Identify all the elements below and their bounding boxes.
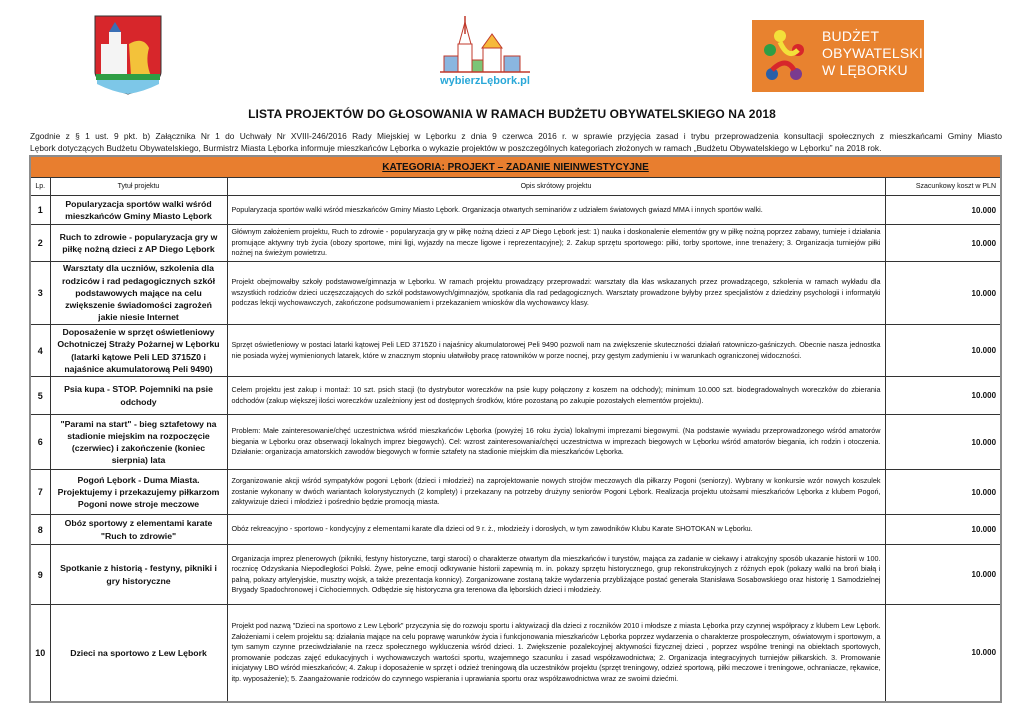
intro-line: Lębork dotyczących Budżetu Obywatelskiego, Burmistrz Miasta Lęborka informuje mieszkańców Lęborka o wykazie projektów w poszczególnych kategoriach złożonych w ramach „Budżetu Obywatelskiego w Lęborku” na 2018 rok. [30,143,882,153]
project-description: Organizacja imprez plenerowych (pikniki, festyny historyczne, targi staroci) o charakterze otwartym dla mieszkańców i turystów, mająca za zadanie w ciekawy i atrakcyjny sposób ukazanie historii w 100. rocznicę Odzyskania Niepodległości Polski. Żywe, pełne emocji odkrywanie historii zapewnią m. in. pokazy sprzętu historycznego, grup rekonstrukcyjnych z różnych epok (pokazy walki na broń białą i palną, pokazy artyleryjskie, musztry wojsk, a także prezentacja konnicy). Zorganizowane zostaną także wydarzenia przybliżające postać generała Stanisława Sosabowskiego oraz historię 1 Samodzielnej Brygady Spadochronowej i Cichociemnych. Odbędzie się historyczna gra terenowa dla lęborskich dzieci i młodzieży. [227,545,885,605]
project-title: Popularyzacja sportów walki wśród mieszkańców Gminy Miasto Lębork [50,196,227,225]
table-row [30,262,1001,325]
project-description: Popularyzacja sportów walki wśród mieszkańców Gminy Miasto Lębork. Organizacja otwartych seminariów z udziałem światowych gwiazd MMA i innych sportów walki. [227,196,885,225]
project-cost: 10.000 [885,545,1001,605]
project-description: Celem projektu jest zakup i montaż: 10 szt. psich stacji (to dystrybutor woreczków na psie kupy połączony z koszem na odchody); minimum 10.000 szt. biodegradowalnych woreczków do zbierania odchodów (zakup większej ilości woreczków uzależniony jest od dostępnych środków, które pozostaną po zakupie pozostałych elementów projektu). [227,377,885,415]
table-row [30,605,1001,702]
project-description: Projekt obejmowałby szkoły podstawowe/gimnazja w Lęborku. W ramach projektu prowadzący przeprowadzi: warsztaty dla klas wskazanych przez prowadzącego, szkolenia w ramach wykładu dla wszystkich rodziców dzieci uczęszczających do szkół podstawowych/gimnazjów, spotkania dla rad pedagogicznych. Warsztaty prowadzone byłyby przez specjalistów z dziedziny psychologii i informatyki podczas lekcji wychowawczych, zakończone podsumowaniem i przekazaniem wniosków dla wychowawcy klasy. [227,262,885,325]
project-description: Problem: Małe zainteresowanie/chęć uczestnictwa wśród mieszkańców Lęborka (powyżej 16 roku życia) lokalnymi imprezami biegowymi. (Na podstawie wywiadu przeprowadzonego wśród amatorów biegania w Lęborku oraz obserwacji lokalnych imprez biegowych). Cel: wzrost zainteresowania/chęci uczestnictwa w imprezach biegowych w Lęborku wśród amatorów biegania, ich rodzin i otoczenia. Działanie: organizacja amatorskich zawodów biegowych w formie sztafety na stadionie miejskim dla mieszkańców Lęborka. [227,415,885,470]
project-title: Obóz sportowy z elementami karate "Ruch to zdrowie" [50,515,227,545]
column-header-description: Opis skrótowy projektu [227,178,885,196]
table-row [30,225,1001,262]
project-title: Dzieci na sportowo z Lew Lębork [50,605,227,702]
table-row [30,545,1001,605]
project-description: Zorganizowanie akcji wśród sympatyków pogoni Lębork (dzieci i młodzież) na zaprojektowanie nowych strojów meczowych dla piłkarzy Pogoni (seniorzy). Wybrany w konkursie wzór nowych koszulek zostanie wykonany w dwóch wariantach kolorystycznych (2 komplety) i przekazany na potrzeby drużyny seniorów Pogoni Lębork. Realizacja projektu utożsami mieszkańców Lęborka z klubem Pogoń, zaktywizuje dzieci i młodzież i pośrednio będzie promocją miasta. [227,470,885,515]
project-number: 10 [30,605,50,702]
column-header-title: Tytuł projektu [50,178,227,196]
project-description: Obóz rekreacyjno - sportowo - kondycyjny z elementami karate dla dzieci od 9 r. ż., młodzieży i dorosłych, w tym zawodników Klubu Karate SHOTOKAN w Lęborku. [227,515,885,545]
page-title: LISTA PROJEKTÓW DO GŁOSOWANIA W RAMACH BUDŻETU OBYWATELSKIEGO NA 2018 [248,107,776,121]
project-number: 1 [30,196,50,225]
projects-table [29,155,1002,703]
project-title: Pogoń Lębork - Duma Miasta. Projektujemy i przekazujemy piłkarzom Pogoni nowe stroje meczowe [50,470,227,515]
table-row [30,377,1001,415]
project-cost: 10.000 [885,605,1001,702]
project-number: 8 [30,515,50,545]
intro-paragraph [30,130,1002,154]
table-row [30,325,1001,377]
category-header: KATEGORIA: PROJEKT – ZADANIE NIEINWESTYCYJNE [30,156,1001,178]
budzet-logo-line: W LĘBORKU [822,62,908,78]
project-cost: 10.000 [885,515,1001,545]
coat-of-arms-logo [93,14,163,96]
project-description: Sprzęt oświetleniowy w postaci latarki kątowej Peli LED 3715Z0 i najaśnicy akumulatorowej Peli 9490 pozwoli nam na zwiększenie skuteczności działań ratowniczo-gaśniczych. Obecnie nasza jednostka nie posiada wyżej wymienionych latarek, które w znacznym stopniu ułatwiłoby pracę ratowników w porze nocnej, przy gęstym zadymieniu i w warunkach ograniczonej widoczności. [227,325,885,377]
project-number: 2 [30,225,50,262]
project-cost: 10.000 [885,470,1001,515]
intro-line: Zgodnie z § 1 ust. 9 pkt. b) Załącznika Nr 1 do Uchwały Nr XVIII-246/2016 Rady Miejskiej w Lęborku z dnia 9 czerwca 2016 r. w sprawie przyjęcia zasad i trybu przeprowadzenia konsultacji społecznych z mieszkańcami Gminy Miasto [30,131,1002,141]
budzet-obywatelski-logo [752,20,924,92]
project-cost: 10.000 [885,196,1001,225]
project-title: Psia kupa - STOP. Pojemniki na psie odchody [50,377,227,415]
wybierz-lebork-logo [420,14,550,86]
project-number: 9 [30,545,50,605]
table-row [30,515,1001,545]
project-title: "Parami na start" - bieg sztafetowy na stadionie miejskim na rozpoczęcie (czerwiec) i zakończenie (koniec sierpnia) lata [50,415,227,470]
project-cost: 10.000 [885,262,1001,325]
project-title: Spotkanie z historią - festyny, pikniki i gry historyczne [50,545,227,605]
project-number: 7 [30,470,50,515]
budzet-logo-line: BUDŻET [822,28,880,44]
budzet-logo-line: OBYWATELSKI [822,45,923,61]
project-description: Projekt pod nazwą "Dzieci na sportowo z Lew Lębork" przyczynia się do rozwoju sportu i aktywizacji dla dzieci z roczników 2010 i młodsze z miasta Lęborka przy czynnej współpracy z klubem Lew Lębork. Założeniami i celem projektu są: działania mające na celu poprawę warunków życia i funkcjonowania mieszkańców Lęborka poprzez wydarzenia o charakterze prospołecznym, oświatowym i sportowym, a tym samym czynne przeciwdziałanie na rzecz społecznego wykluczenia wśród dzieci. 1. Zwiększenie pozalekcyjnej aktywności fizycznej dzieci , poprzez wspólne treningi na obiektach sportowych, promowanie podczas zajęć edukacyjnych i wychowawczych wartości sportu, wzajemnego szacunku i zasad współzawodnictwa; 2. Organizacja integracyjnych turniejów piłkarskich. 3. Promowanie inicjatywy LBO wśród mieszkańców; 4. Zakup i doposażenie w sprzęt i odzież treningową dla uczestników projektu (sprzęt treningowy, odzież sportową, piłki meczowe i treningowe, ochraniacze, rękawice, itp. wyposażenie); 5. Zaangażowanie rodziców do czynnego wspierania i uprawiania sportu oraz współzawodnictwa wraz ze swoimi dziećmi. [227,605,885,702]
table-row [30,470,1001,515]
project-title: Doposażenie w sprzęt oświetleniowy Ochotniczej Straży Pożarnej w Lęborku (latarki kątowe Peli LED 3715Z0 i najaśnice akumulatorową Peli 9490) [50,325,227,377]
table-row [30,196,1001,225]
table-row [30,415,1001,470]
project-number: 5 [30,377,50,415]
project-number: 3 [30,262,50,325]
project-title: Warsztaty dla uczniów, szkolenia dla rodziców i rad pedagogicznych szkół podstawowych mające na celu zwiększenie świadomości zagrożeń jakie niesie Internet [50,262,227,325]
column-header-lp: Lp. [30,178,50,196]
project-description: Głównym założeniem projektu, Ruch to zdrowie - popularyzacja gry w piłkę nożną dzieci z AP Diego Lębork jest: 1) nauka i doskonalenie elementów gry w piłkę nożną poprzez zabawy, turnieje i działania promujące aktywny tryb życia (obozy sportowe, mini ligi, wyjazdy na mecze ligowe i reprezentacyjne); 2. Zakup sprzętu sportowego: piłki, torby sportowe, inne trenażery; 3. Organizacja turniejów piłki nożnej na świeżym powietrzu. [227,225,885,262]
project-cost: 10.000 [885,377,1001,415]
column-header-cost: Szacunkowy koszt w PLN [885,178,1001,196]
project-number: 6 [30,415,50,470]
project-cost: 10.000 [885,225,1001,262]
project-cost: 10.000 [885,415,1001,470]
project-number: 4 [30,325,50,377]
project-title: Ruch to zdrowie - popularyzacja gry w piłkę nożną dzieci z AP Diego Lębork [50,225,227,262]
wybierz-logo-text: wybierzLębork.pl [440,75,530,86]
project-cost: 10.000 [885,325,1001,377]
